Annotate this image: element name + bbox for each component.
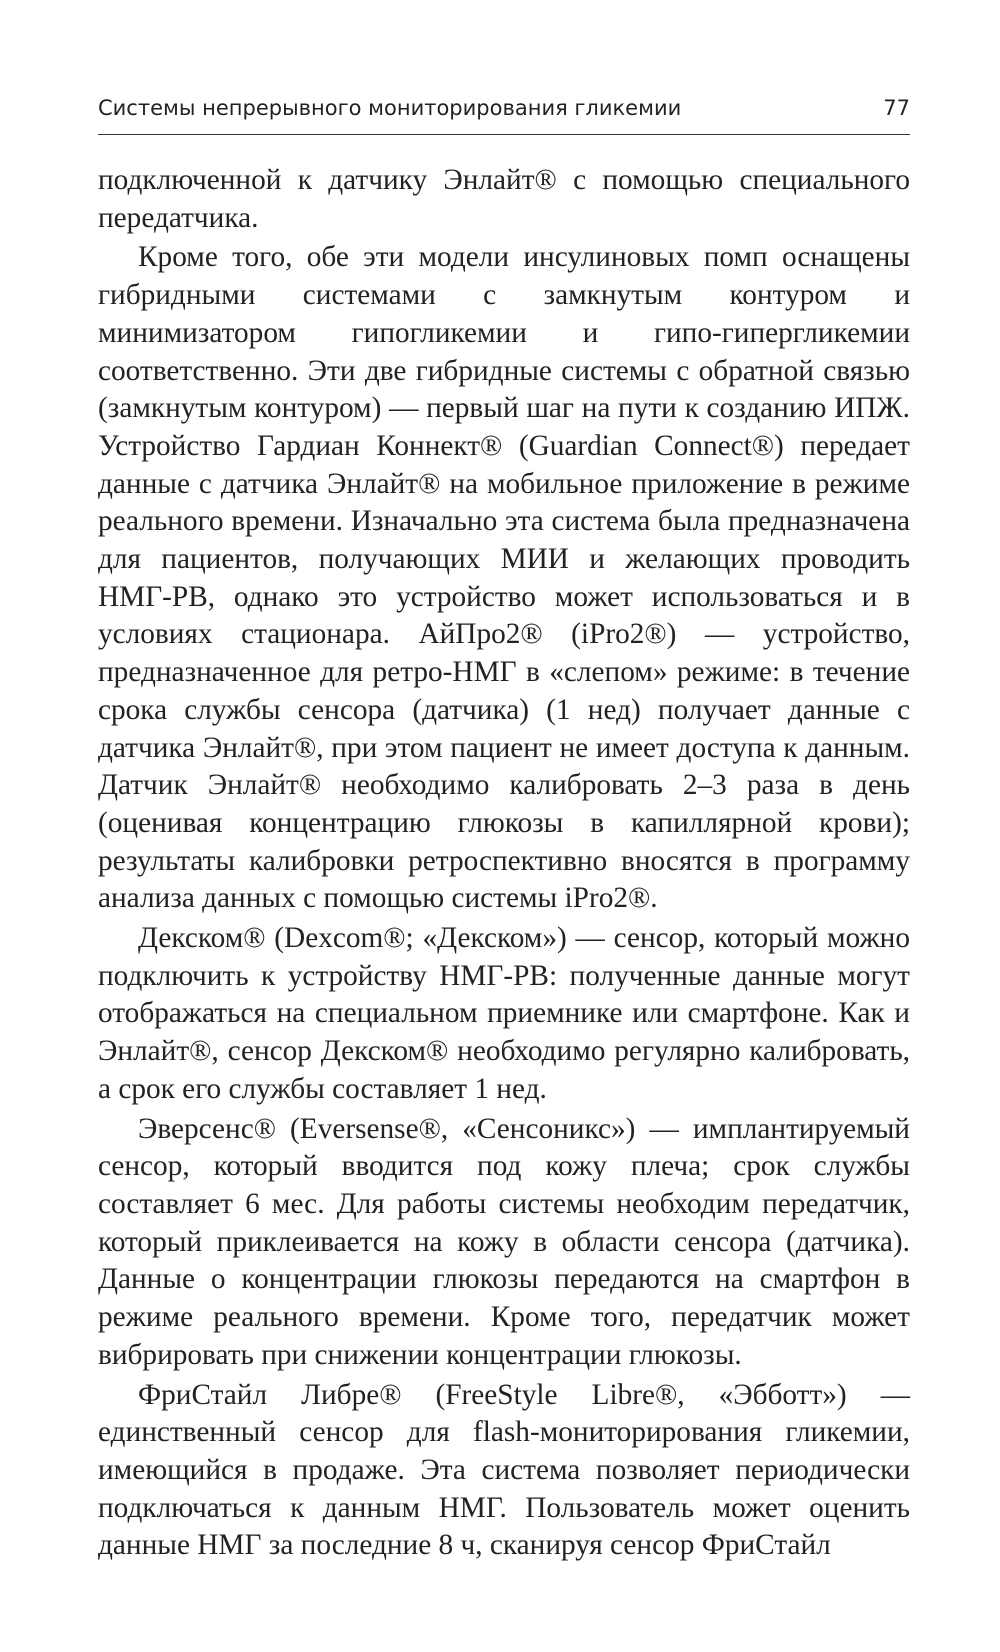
running-head xyxy=(98,90,910,135)
body-text xyxy=(98,162,910,1565)
paragraph-dexcom: Декском® (Dexcom®; «Декском») — сенсор, который можно подключить к устройству НМГ-РВ: полученные данные могут отображаться на специальном приемнике или смартфоне. Как и Энлайт®, сенсор Декском® необходимо регулярно калибровать, а срок его службы составляет 1 нед. xyxy=(98,922,910,1105)
paragraph-freestyle-libre: ФриСтайл Либре® (FreeStyle Libre®, «Эбботт») — единственный сенсор для flash-мониторирования гликемии, имеющийся в продаже. Эта система позволяет периодически подключаться к данным НМГ. Пользователь может оценить данные НМГ за последние 8 ч, сканируя сенсор ФриСтайл xyxy=(98,1378,910,1562)
running-head-title: Системы непрерывного мониторирования гликемии xyxy=(98,96,682,120)
paragraph-eversense: Эверсенс® (Eversense®, «Сенсоникс») — имплантируемый сенсор, который вводится под кожу плеча; срок службы составляет 6 мес. Для работы системы необходим передатчик, который приклеивается на кожу в области сенсора (датчика). Данные о концентрации глюкозы передаются на смартфон в режиме реального времени. Кроме того, передатчик может вибрировать при снижении концентрации глюкозы. xyxy=(98,1112,910,1371)
paragraph-continuation: подключенной к датчику Энлайт® с помощью специального передатчика. xyxy=(98,164,910,234)
paragraph-medtronic-systems: Кроме того, обе эти модели инсулиновых помп оснащены гибридными системами с замкнутым контуром и минимизатором гипогликемии и гипо-гипергликемии соответственно. Эти две гибридные системы с обратной связью (замкнутым контуром) — первый шаг на пути к созданию ИПЖ. Устройство Гардиан Коннект® (Guardian Connect®) передает данные с датчика Энлайт® на мобильное приложение в режиме реального времени. Изначально эта система была предназначена для пациентов, получающих МИИ и желающих проводить НМГ-РВ, однако это устройство может использоваться и в условиях стационара. АйПро2® (iPro2®) — устройство, предназначенное для ретро-НМГ в «слепом» режиме: в течение срока службы сенсора (датчика) (1 нед) получает данные с датчика Энлайт®, при этом пациент не имеет доступа к данным. Датчик Энлайт® необходимо калибровать 2–3 раза в день (оценивая концентрацию глюкозы в капиллярной крови); результаты калибровки ретроспективно вносятся в программу анализа данных с помощью системы iPro2®. xyxy=(98,241,910,915)
page-number: 77 xyxy=(883,96,910,120)
